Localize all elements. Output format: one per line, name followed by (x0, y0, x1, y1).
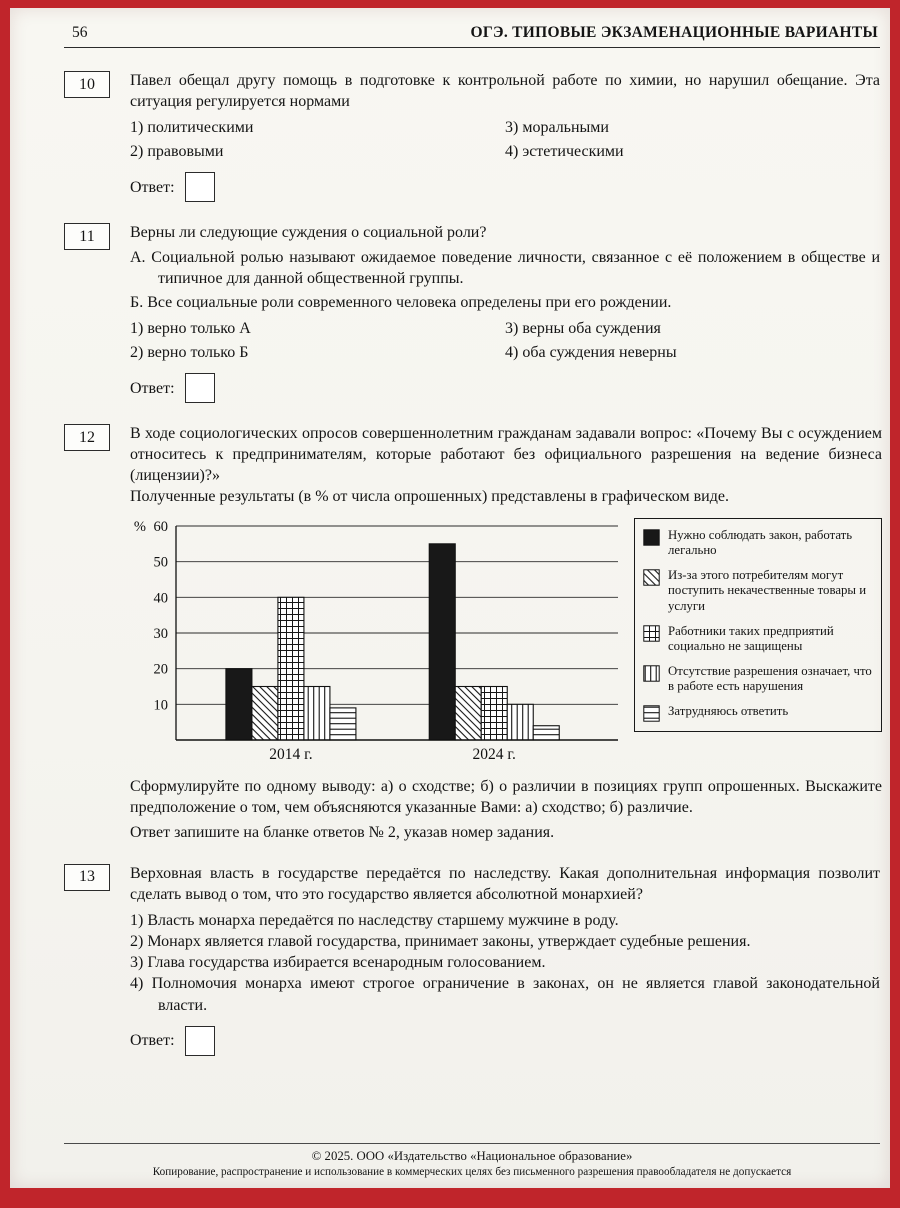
svg-text:10: 10 (153, 696, 168, 713)
question-10 (64, 70, 880, 202)
survey-chart-svg (130, 518, 620, 766)
statement-a: А. Социальной ролью называют ожидаемое поведение личности, связанное с её положением в обществе и типичное для данной общественной группы. (130, 248, 880, 287)
option-3: 3) моральными (505, 119, 609, 137)
svg-text:2024 г.: 2024 г. (472, 745, 516, 763)
question-12 (64, 423, 880, 843)
page-number: 56 (72, 24, 88, 41)
answer-label: Ответ: (130, 1032, 175, 1050)
question-10-text: Павел обещал другу помощь в подготовке к контрольной работе по химии, но нарушил обещание. Эта ситуация регулируется нормами (130, 72, 880, 111)
option-1: 1) политическими (130, 119, 254, 137)
legend-item (643, 528, 873, 559)
option-2: 2) верно только Б (130, 343, 249, 361)
legend-swatch-solid (643, 529, 660, 546)
question-11-options (130, 318, 880, 363)
answer-label: Ответ: (130, 178, 175, 196)
question-12-intro: В ходе социологических опросов совершеннолетним гражданам задавали вопрос: «Почему Вы с осуждением относитесь к предпринимателям, которые работают без официального разрешения на ведение бизнеса (лицензии)?» (130, 425, 882, 485)
copyright-line: © 2025. ООО «Издательство «Национальное образование» (311, 1149, 633, 1163)
question-12-task: Сформулируйте по одному выводу: а) о сходстве; б) о различии в позициях групп опрошенных. Выскажите предположение о том, чем объясняются указанные Вами: а) сходство; б) различие. (130, 777, 882, 816)
legend-item (643, 624, 873, 655)
header-rule (64, 47, 880, 48)
statement-b: Б. Все социальные роли современного человека определены при его рождении. (130, 293, 672, 311)
question-12-number-box: 12 (64, 424, 110, 451)
answer-row (130, 1026, 880, 1056)
legend-swatch-horizontal (643, 705, 660, 722)
legend-swatch-grid (643, 625, 660, 642)
scanned-page (10, 8, 890, 1188)
header-title: ОГЭ. ТИПОВЫЕ ЭКЗАМЕНАЦИОННЫЕ ВАРИАНТЫ (470, 24, 878, 41)
answer-box (185, 172, 215, 202)
question-10-body (130, 70, 880, 202)
svg-text:2014 г.: 2014 г. (269, 745, 313, 763)
legend-item (643, 704, 873, 722)
legend-label: Отсутствие разрешения означает, что в работе есть нарушения (668, 663, 872, 694)
question-10-number-box: 10 (64, 71, 110, 98)
question-10-options (130, 117, 880, 162)
legend-item (643, 568, 873, 615)
answer-label: Ответ: (130, 379, 175, 397)
question-13-options (130, 910, 880, 1016)
chart-legend (634, 518, 882, 732)
legend-swatch-vertical (643, 665, 660, 682)
option-3: 3) верны оба суждения (505, 319, 661, 337)
option-1: 1) верно только А (130, 319, 251, 337)
question-12-note: Ответ запишите на бланке ответов № 2, указав номер задания. (130, 823, 555, 841)
option-2: 2) правовыми (130, 143, 224, 161)
option-4: 4) эстетическими (505, 143, 624, 161)
option-4: 4) оба суждения неверны (505, 343, 677, 361)
question-11-number-box: 11 (64, 223, 110, 250)
question-11-body (130, 222, 880, 403)
question-12-intro2: Полученные результаты (в % от числа опрошенных) представлены в графическом виде. (130, 488, 729, 506)
question-11 (64, 222, 880, 403)
question-11-text: Верны ли следующие суждения о социальной роли? (130, 224, 487, 242)
legend-label: Затрудняюсь ответить (668, 704, 789, 719)
svg-text:%: % (133, 518, 146, 535)
answer-row (130, 373, 880, 403)
page-footer (64, 1143, 880, 1180)
question-13-text: Верховная власть в государстве передаётся по наследству. Какая дополнительная информация позволит сделать вывод о том, что это государство является абсолютной монархией? (130, 864, 880, 903)
legend-swatch-diagonal (643, 569, 660, 586)
legend-item (643, 664, 873, 695)
svg-text:30: 30 (153, 625, 168, 642)
question-13-body (130, 863, 880, 1056)
legend-label: Работники таких предприятий социально не защищены (668, 623, 834, 654)
answer-box (185, 1026, 215, 1056)
svg-text:20: 20 (153, 661, 168, 678)
option-3: 3) Глава государства избирается всенародным голосованием. (130, 954, 546, 972)
question-13-number-box: 13 (64, 864, 110, 891)
legal-line: Копирование, распространение и использование в коммерческих целях без письменного разрешения правообладателя не допускается (152, 1166, 792, 1178)
survey-chart-block (130, 518, 882, 766)
answer-box (185, 373, 215, 403)
legend-label: Из-за этого потребителям могут поступить некачественные товары и услуги (668, 567, 867, 613)
question-13 (64, 863, 880, 1056)
svg-text:40: 40 (153, 589, 168, 606)
option-4: 4) Полномочия монарха имеют строгое ограничение в законах, он не является главой законодательной власти. (130, 975, 880, 1014)
svg-text:60: 60 (153, 518, 168, 535)
page-header (64, 20, 880, 47)
answer-row (130, 172, 880, 202)
legend-label: Нужно соблюдать закон, работать легально (668, 527, 853, 558)
option-2: 2) Монарх является главой государства, принимает законы, утверждает судебные решения. (130, 933, 751, 951)
option-1: 1) Власть монарха передаётся по наследству старшему мужчине в роду. (130, 912, 619, 930)
question-12-body (130, 423, 882, 843)
svg-text:50: 50 (153, 554, 168, 571)
